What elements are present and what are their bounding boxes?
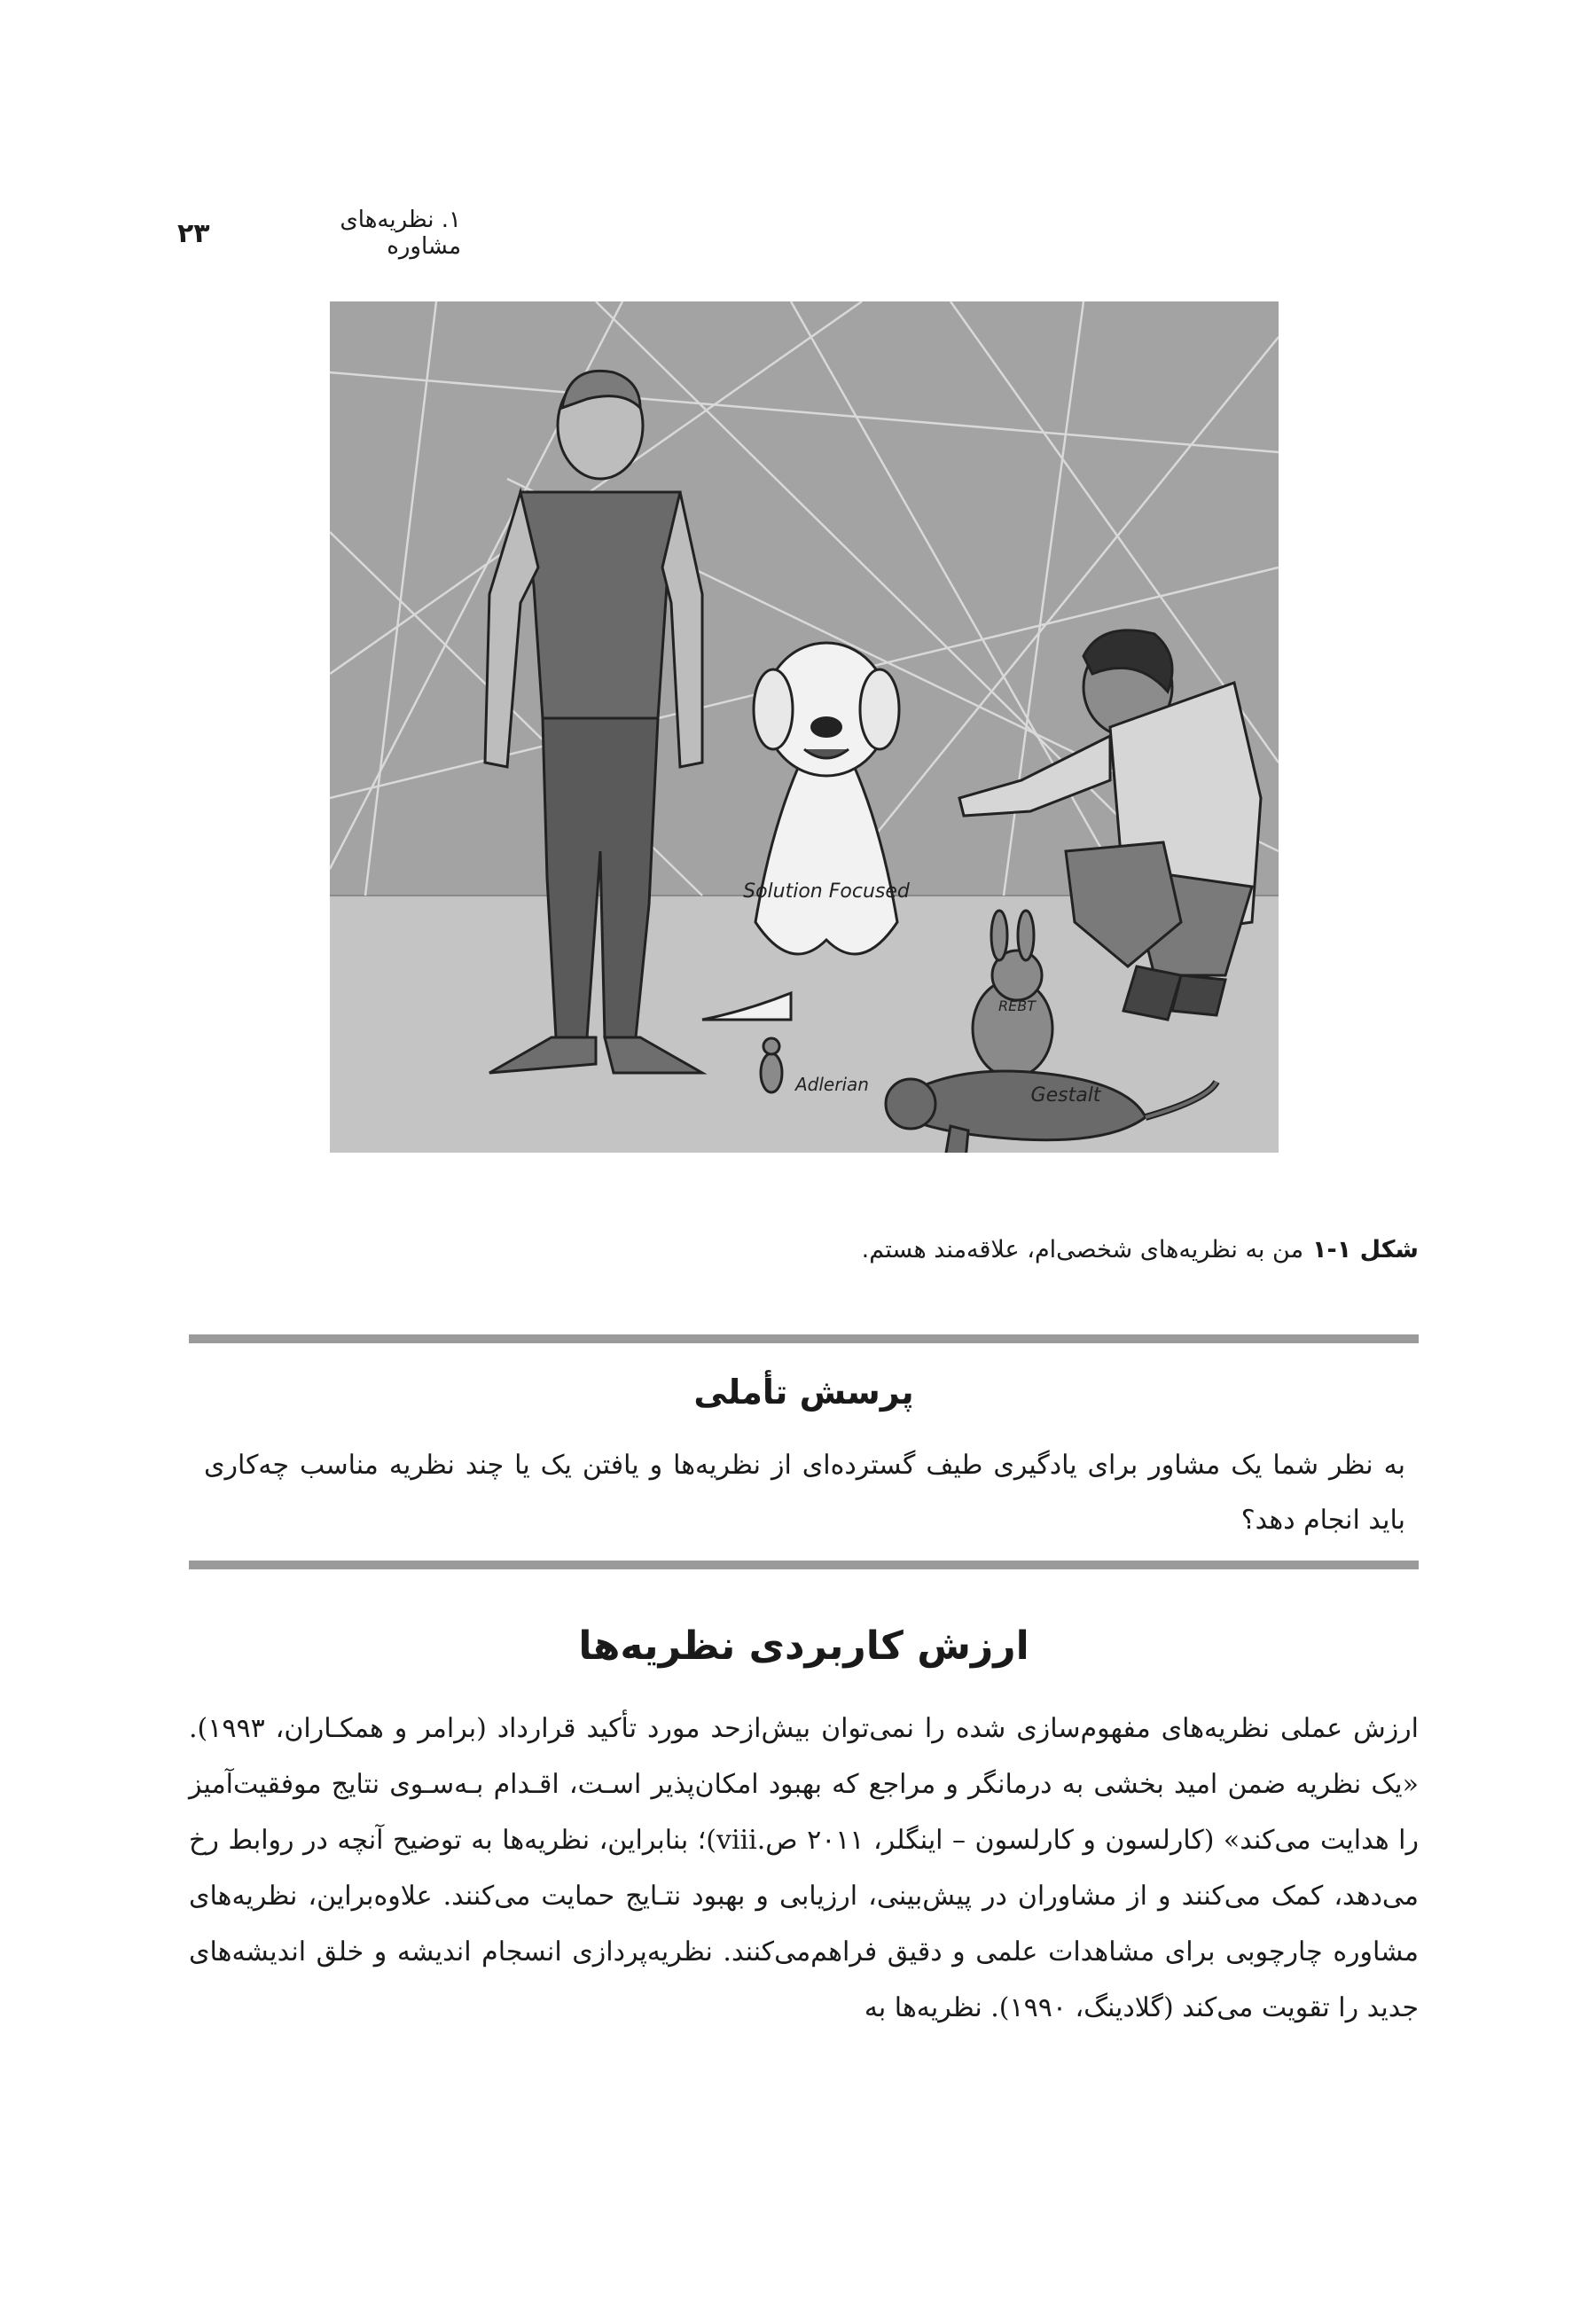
illustration <box>330 301 1279 1153</box>
caption-text: من به نظریه‌های شخصی‌ام، علاقه‌مند هستم. <box>861 1236 1304 1263</box>
page-number: ۲۳ <box>177 217 210 249</box>
cat-tag-label: Gestalt <box>1030 1084 1101 1107</box>
section-heading: ارزش کاربردی نظریه‌ها <box>578 1623 1029 1669</box>
box-top-rule <box>189 1334 1419 1343</box>
running-header <box>177 207 461 260</box>
figure-caption <box>621 1228 1419 1272</box>
dog-collar-label: Solution Focused <box>743 880 910 903</box>
box-bottom-rule <box>189 1561 1419 1569</box>
reflection-title: پرسش تأملی <box>693 1373 914 1412</box>
mouse-tag-label: Adlerian <box>795 1074 869 1095</box>
caption-label: شکل ۱-۱ <box>1312 1236 1419 1263</box>
rabbit-collar-label: REBT <box>998 997 1036 1014</box>
chapter-title: ۱. نظریه‌های مشاوره <box>340 207 461 260</box>
illustration-figure <box>330 301 1279 1153</box>
reflection-body: به نظر شما یک مشاور برای یادگیری طیف گسترده‌ای از نظریه‌ها و یافتن یک یا چند نظریه مناسب چه‌کاری باید انجام دهد؟ <box>204 1450 1406 1536</box>
body-paragraph: ارزش عملی نظریه‌های مفهوم‌سازی شده را نمی‌توان بیش‌ازحد مورد تأکید قرارداد (برامر و همکـاران، ۱۹۹۳). «یک نظریه ضمن امید بخشی به درمانگر و مراجع که بهبود امکان‌پذیر اسـت، اقـدام بـه‌سـوی نتایج موفقیت‌آمیز را هدایت می‌کند» (کارلسون و کارلسون – اینگلر، ۲۰۱۱ ص.viii)؛ بنابراین، نظریه‌ها به توضیح آنچه در روابط رخ می‌دهد، کمک می‌کنند و از مشاوران در پیش‌بینی، ارزیابی و بهبود نتـایج حمایت می‌کنند. علاوه‌براین، نظریه‌های مشاوره چارچوبی برای مشاهدات علمی و دقیق فراهم‌می‌کنند. نظریه‌پردازی انسجام اندیشه و خلق اندیشه‌های جدید را تقویت می‌کند (گلادینگ، ۱۹۹۰). نظریه‌ها به <box>189 1713 1420 2023</box>
